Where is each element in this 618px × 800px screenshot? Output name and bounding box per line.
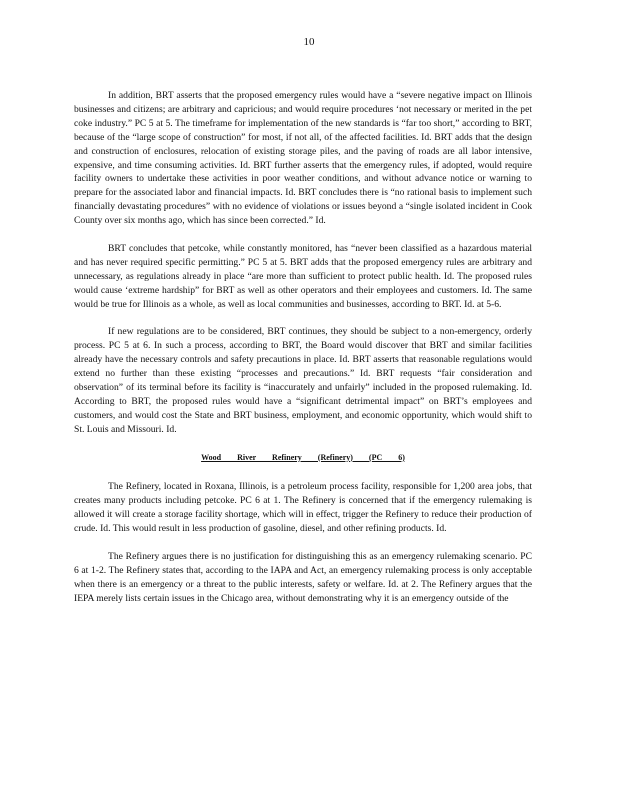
page-number: 10 <box>303 36 315 48</box>
paragraph-brt-petcoke: BRT concludes that petcoke, while constantly monitored, has “never been classified as a hazardous material and has never required specific permitting.” PC 5 at 5. BRT adds that the proposed emergency rules are arbitrary and unnecessary, as regulations already in place “are more than sufficient to protect public health. Id. The proposed rules would cause ‘extreme hardship” for BRT as well as other operators and their employees and customers. Id. The same would be true for Illinois as a whole, as well as local communities and businesses, according to BRT. Id. at 5-6. <box>74 242 532 310</box>
section-heading: Wood River Refinery (Refinery) (PC 6) <box>201 452 405 462</box>
document-body <box>74 89 532 619</box>
paragraph-refinery-justification: The Refinery argues there is no justification for distinguishing this as an emergency rulemaking scenario. PC 6 at 1-2. The Refinery states that, according to the IAPA and Act, an emergency rulemaking process is only acceptable when there is an emergency or a threat to the public interests, safety or welfare. Id. at 2. The Refinery argues that the IEPA merely lists certain issues in the Chicago area, without demonstrating why it is an emergency outside of the <box>74 550 532 604</box>
paragraph-brt-new-regulations: If new regulations are to be considered, BRT continues, they should be subject to a non-emergency, orderly process. PC 5 at 6. In such a process, according to BRT, the Board would discover that BRT and similar facilities already have the necessary controls and safety precautions in place. Id. BRT asserts that reasonable regulations would extend no further than these existing “processes and precautions.” Id. BRT requests “fair consideration and observation” of its terminal before its facility is “inaccurately and unfairly” included in the proposed rulemaking. Id. According to BRT, the proposed rules would have a “significant detrimental impact” on BRT’s employees and customers, and would cost the State and BRT business, employment, and economic opportunity, which would shift to St. Louis and Missouri. Id. <box>74 326 532 435</box>
paragraph-brt-emergency-impact: In addition, BRT asserts that the proposed emergency rules would have a “severe negative impact on Illinois businesses and citizens; are arbitrary and capricious; and would require procedures ‘not necessary or merited in the pet coke industry.” PC 5 at 5. The timeframe for implementation of the new standards is “far too short,” according to BRT, because of the “large scope of construction” for most, if not all, of the affected facilities. Id. BRT adds that the design and construction of enclosures, relocation of existing storage piles, and the paving of roads are all labor intensive, expensive, and time consuming activities. Id. BRT further asserts that the emergency rules, if adopted, would require facility owners to undertake these activities in poor weather conditions, and without advance notice or warning to prepare for the associated labor and financial impacts. Id. BRT concludes there is “no rational basis to implement such financially devastating procedures” with no evidence of violations or issues beyond a “single isolated incident in Cook County over six months ago, which has since been corrected.” Id. <box>74 90 532 227</box>
paragraph-refinery-location: The Refinery, located in Roxana, Illinois, is a petroleum process facility, responsible for 1,200 area jobs, that creates many products including petcoke. PC 6 at 1. The Refinery is concerned that if the emergency rulemaking is allowed it will create a storage facility shortage, which will in effect, trigger the Refinery to reduce their production of crude. Id. This would result in less production of gasoline, diesel, and other refining products. Id. <box>74 481 532 535</box>
